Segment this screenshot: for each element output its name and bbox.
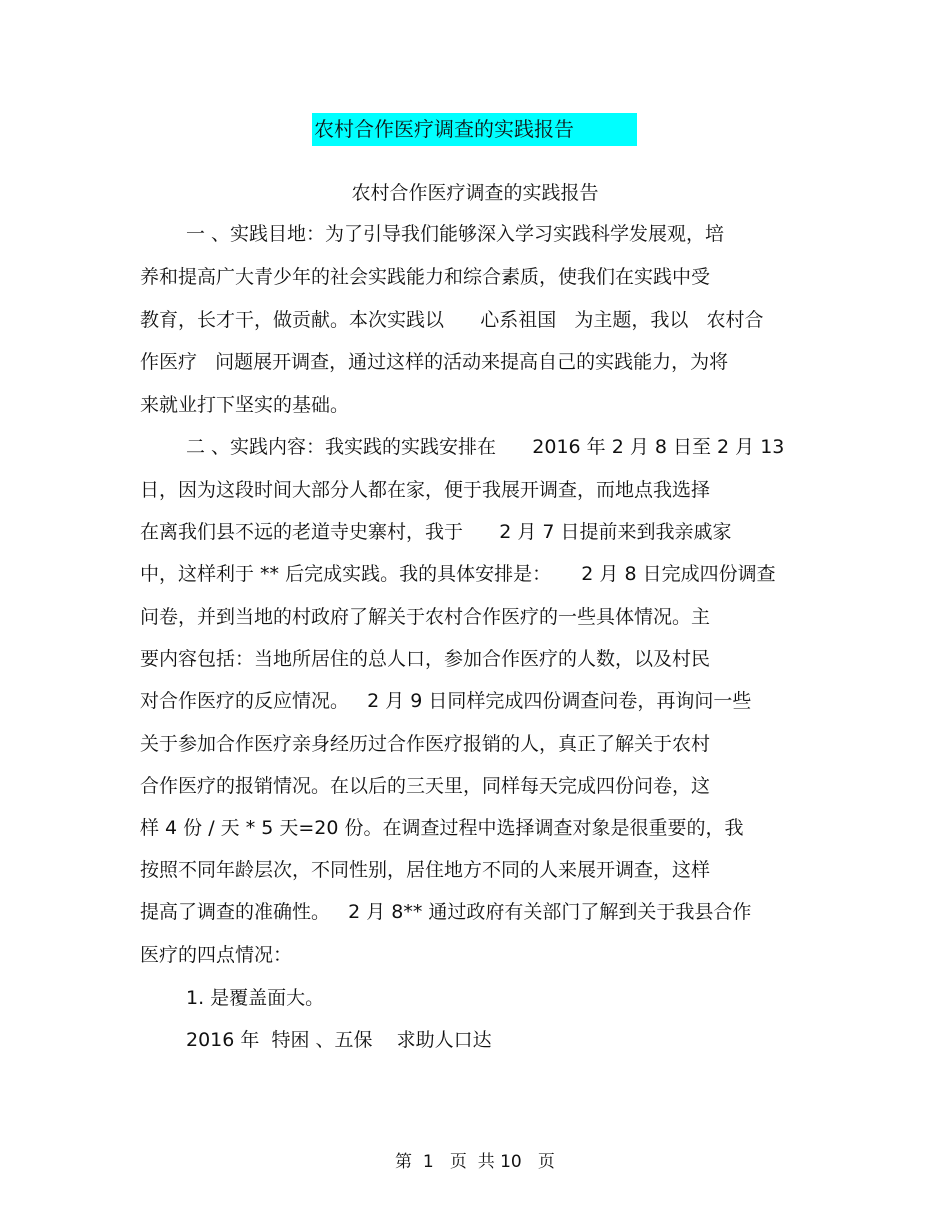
body-line: 日，因为这段时间大部分人都在家，便于我展开调查，而地点我选择 bbox=[140, 479, 711, 501]
body-line: 样 4 份 / 天 * 5 天=20 份。在调查过程中选择调查对象是很重要的，我 bbox=[140, 817, 744, 839]
body-line: 医疗的四点情况： bbox=[140, 944, 293, 966]
body-line: 对合作医疗的反应情况。 2 月 9 日同样完成四份调查问卷，再询问一些 bbox=[140, 690, 752, 712]
body-line: 要内容包括：当地所居住的总人口，参加合作医疗的人数，以及村民 bbox=[140, 648, 711, 670]
body-line: 一 、实践目地：为了引导我们能够深入学习实践科学发展观，培 bbox=[186, 223, 725, 245]
body-line: 在离我们县不远的老道寺史寨村，我于 2 月 7 日提前来到我亲戚家 bbox=[140, 521, 732, 543]
page-footer: 第 1 页 共 10 页 bbox=[395, 1152, 555, 1172]
body-line: 二 、实践内容：我实践的实践安排在 2016 年 2 月 8 日至 2 月 13 bbox=[186, 436, 785, 458]
body-line: 提高了调查的准确性。 2 月 8** 通过政府有关部门了解到关于我县合作 bbox=[140, 901, 752, 923]
document-subtitle: 农村合作医疗调查的实践报告 bbox=[351, 182, 599, 204]
body-line: 教育，长才干，做贡献。本次实践以 心系祖国 为主题，我以 农村合 bbox=[140, 309, 764, 331]
body-line: 2016 年 特困 、五保 求助人口达 bbox=[186, 1029, 492, 1051]
body-line: 关于参加合作医疗亲身经历过合作医疗报销的人，真正了解关于农村 bbox=[140, 733, 711, 755]
body-line: 按照不同年龄层次，不同性别，居住地方不同的人来展开调查，这样 bbox=[140, 859, 711, 881]
body-line: 作医疗 问题展开调查，通过这样的活动来提高自己的实践能力，为将 bbox=[140, 351, 729, 373]
body-line: 养和提高广大青少年的社会实践能力和综合素质，使我们在实践中受 bbox=[140, 266, 711, 288]
body-line: 问卷，并到当地的村政府了解关于农村合作医疗的一些具体情况。主 bbox=[140, 606, 711, 628]
body-line: 来就业打下坚实的基础。 bbox=[140, 394, 350, 416]
body-line: 合作医疗的报销情况。在以后的三天里，同样每天完成四份问卷，这 bbox=[140, 775, 711, 797]
document-title: 农村合作医疗调查的实践报告 bbox=[312, 113, 637, 146]
list-item: 1. 是覆盖面大。 bbox=[186, 987, 325, 1009]
body-line: 中，这样利于 ** 后完成实践。我的具体安排是： 2 月 8 日完成四份调查 bbox=[140, 563, 776, 585]
